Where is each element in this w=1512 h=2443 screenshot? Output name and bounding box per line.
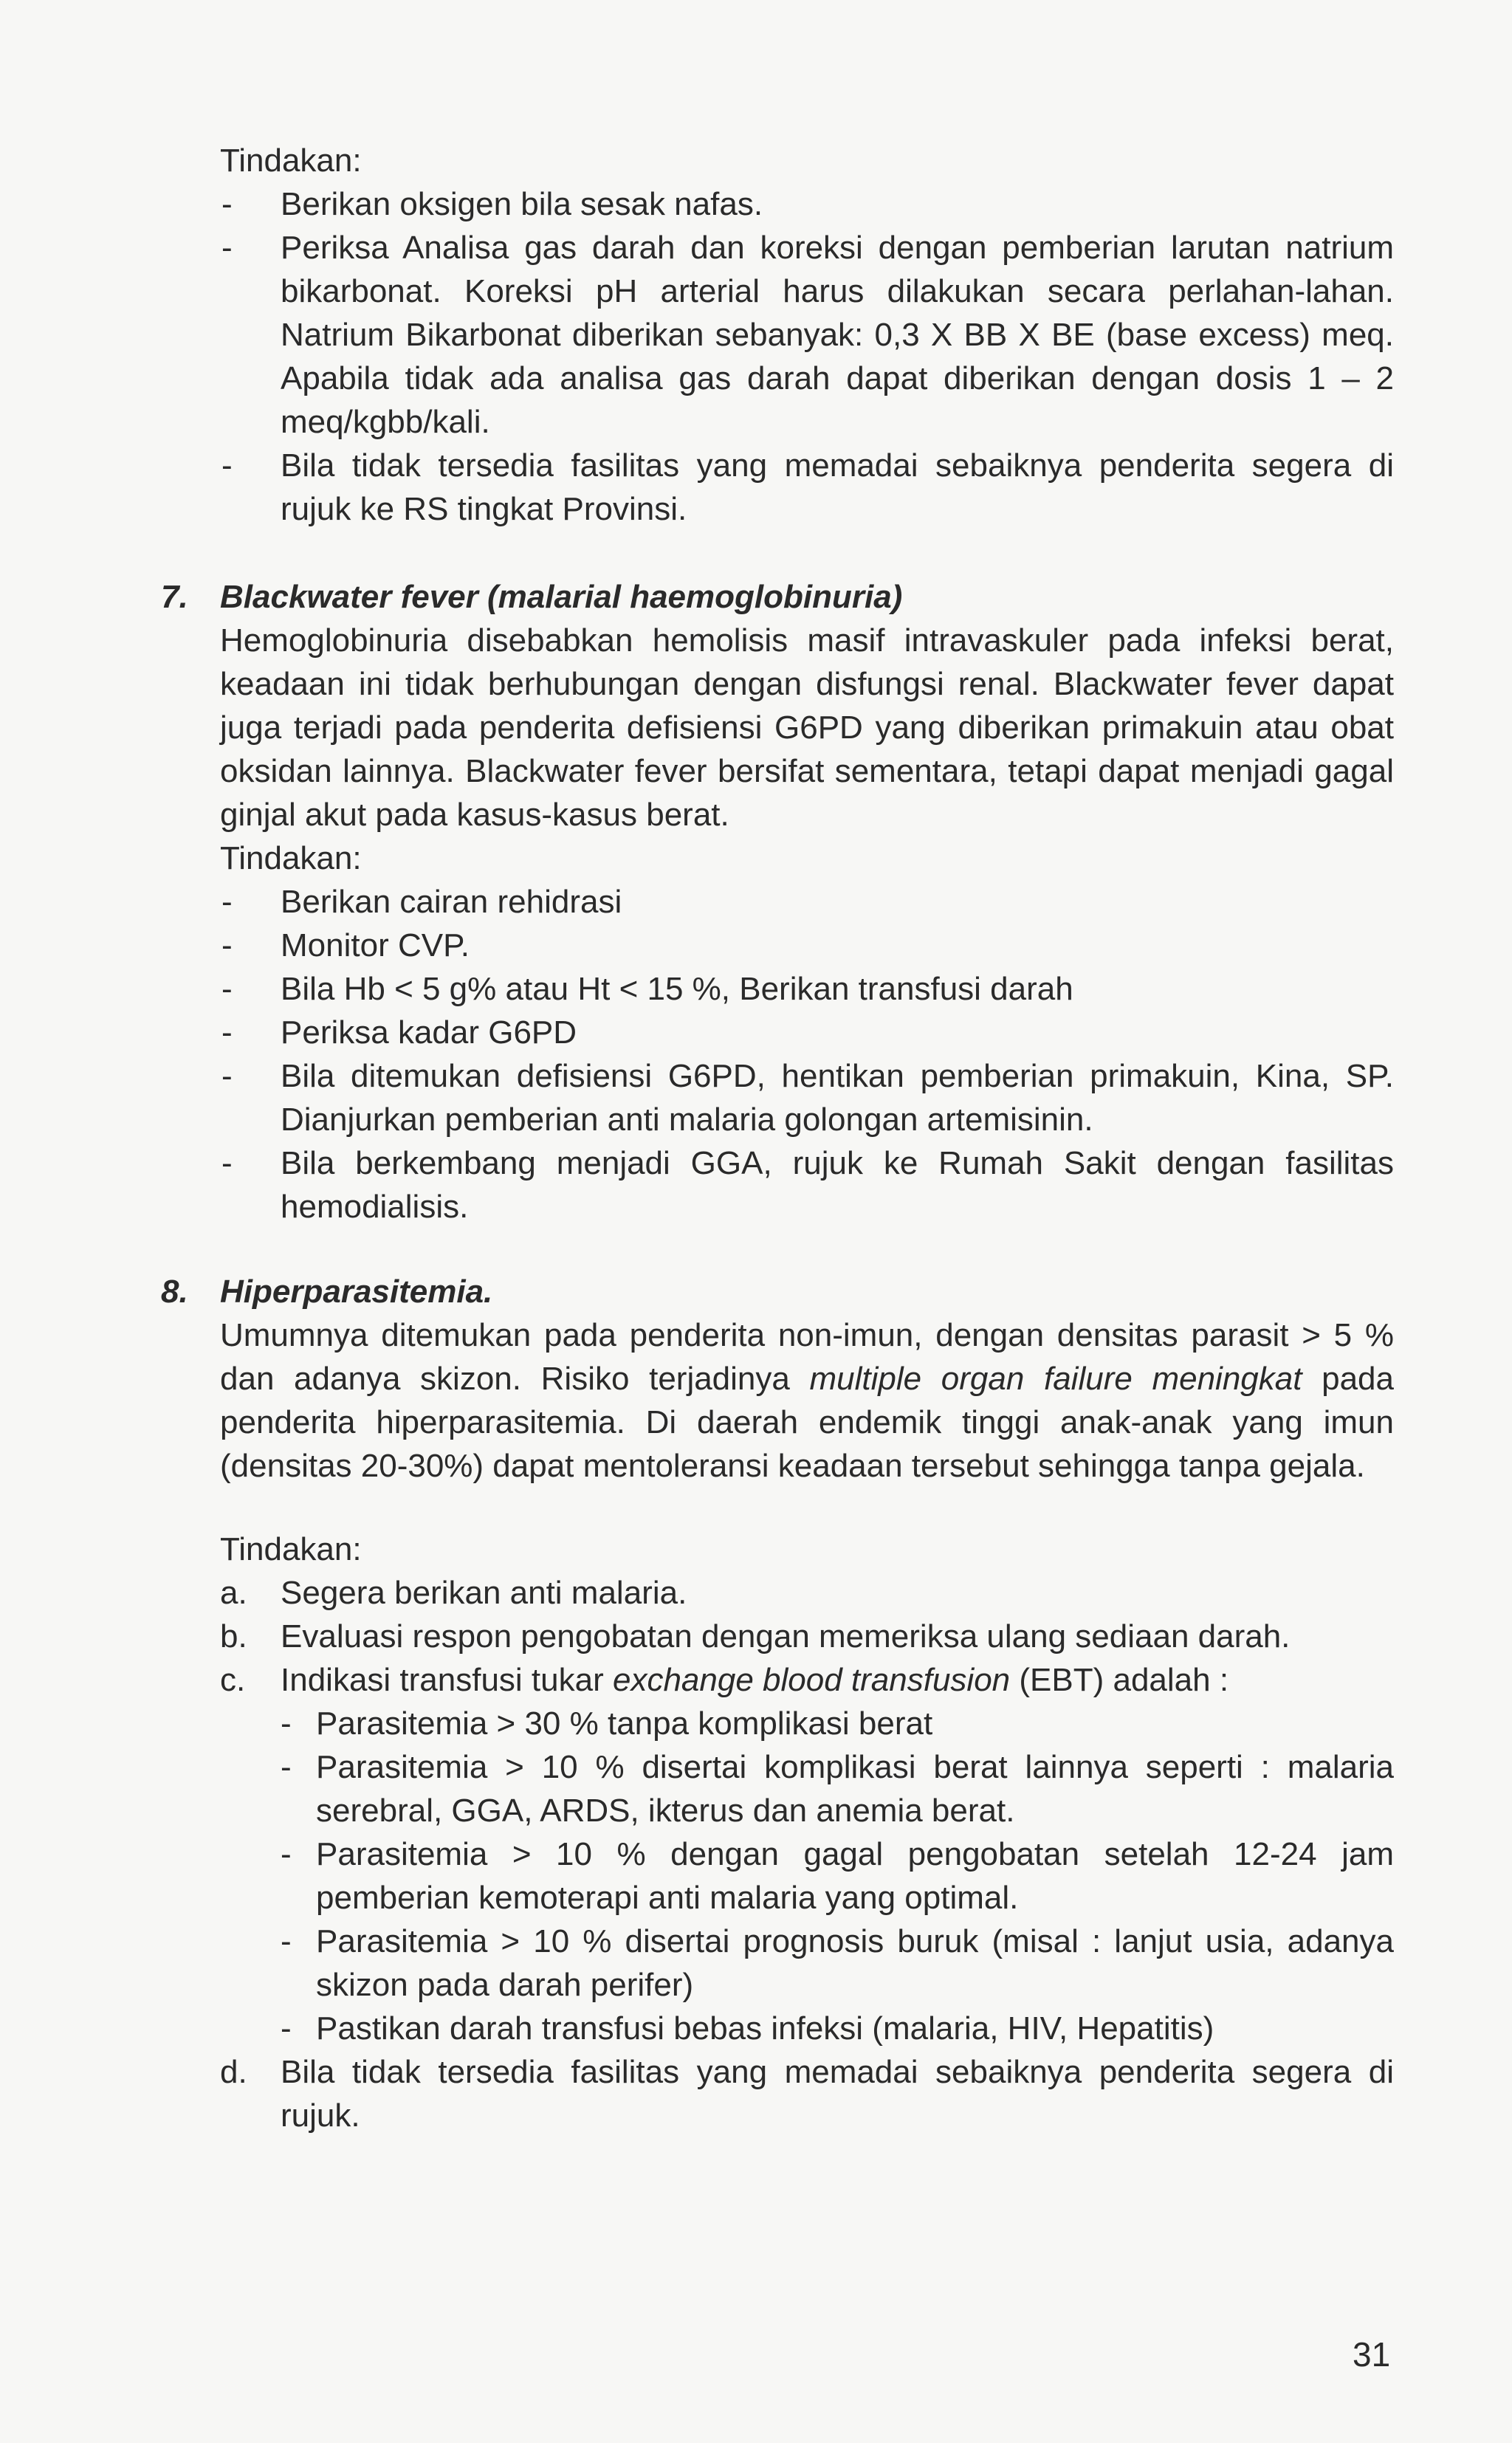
section-7-heading <box>161 575 1394 619</box>
sub-list-item: - Parasitemia > 10 % dengan gagal pengobatan setelah 12-24 jam pemberian kemoterapi anti malaria yang optimal. <box>281 1836 1394 1916</box>
section-8-heading <box>161 1270 1394 1313</box>
list-item: - Bila berkembang menjadi GGA, rujuk ke Rumah Sakit dengan fasilitas hemodialisis. <box>221 1145 1394 1225</box>
list-item-b: b. Evaluasi respon pengobatan dengan memeriksa ulang sediaan darah. <box>220 1618 1291 1655</box>
page-number: 31 <box>1353 2335 1391 2374</box>
section-7-number: 7. <box>161 579 188 615</box>
list-item: - Monitor CVP. <box>221 927 470 963</box>
sub-list-item: - Pastikan darah transfusi bebas infeksi (malaria, HIV, Hepatitis) <box>281 2010 1214 2047</box>
tindakan-label-1: Tindakan: <box>220 142 362 179</box>
section-8-number: 8. <box>161 1274 188 1310</box>
section-7-title: Blackwater fever (malarial haemoglobinuria) <box>220 579 903 615</box>
tindakan-label-2: Tindakan: <box>220 840 362 876</box>
sub-list-item: - Parasitemia > 10 % disertai prognosis buruk (misal : lanjut usia, adanya skizon pada darah perifer) <box>281 1923 1394 2003</box>
list-item-a: a. Segera berikan anti malaria. <box>220 1575 687 1611</box>
list-item: - Periksa kadar G6PD <box>221 1014 577 1051</box>
tindakan-label-3: Tindakan: <box>220 1531 362 1567</box>
list-item-c: c. Indikasi transfusi tukar exchange blood transfusion (EBT) adalah : - Parasitemia > 30 % tanpa komplikasi berat - Parasitemia > 10 % disertai komplikasi berat lainnya seperti : malaria serebral, GGA, ARDS, ikterus dan anemia berat. - Parasitemia > 10 % dengan gagal pengobatan setelah 12-24 jam pemberian kemoterapi anti malaria yang optimal. - Parasitemia > 10 % disertai prognosis buruk (misal : lanjut usia, adanya skizon pada darah perifer) - Pastikan darah transfusi bebas infeksi (malaria, HIV, Hepatitis) <box>220 1658 1394 2050</box>
list-item: - Periksa Analisa gas darah dan koreksi dengan pemberian larutan natrium bikarbonat. Koreksi pH arterial harus dilakukan secara perlahan-lahan. Natrium Bikarbonat diberikan sebanyak: 0,3 X BB X BE (base excess) meq. Apabila tidak ada analisa gas darah dapat diberikan dengan dosis 1 – 2 meq/kgbb/kali. <box>221 230 1394 440</box>
ebt-indication-list <box>281 1702 1394 2050</box>
list-item: - Berikan oksigen bila sesak nafas. <box>221 186 763 222</box>
section-7-paragraph: Hemoglobinuria disebabkan hemolisis masif intravaskuler pada infeksi berat, keadaan ini tidak berhubungan dengan disfungsi renal. Blackwater fever dapat juga terjadi pada penderita defisiensi G6PD yang diberikan primakuin atau obat oksidan lainnya. Blackwater fever bersifat sementara, tetapi dapat menjadi gagal ginjal akut pada kasus-kasus berat. <box>220 622 1394 833</box>
list-item: - Bila Hb < 5 g% atau Ht < 15 %, Berikan transfusi darah <box>221 971 1073 1007</box>
list-item: - Bila ditemukan defisiensi G6PD, hentikan pemberian primakuin, Kina, SP. Dianjurkan pemberian anti malaria golongan artemisinin. <box>221 1058 1394 1138</box>
tindakan-list-1 <box>220 182 1394 531</box>
sub-list-item: - Parasitemia > 10 % disertai komplikasi berat lainnya seperti : malaria serebral, GGA, ARDS, ikterus dan anemia berat. <box>281 1749 1394 1829</box>
list-item: - Bila tidak tersedia fasilitas yang memadai sebaiknya penderita segera di rujuk ke RS tingkat Provinsi. <box>221 447 1394 527</box>
sub-list-item: - Parasitemia > 30 % tanpa komplikasi berat <box>281 1705 933 1742</box>
list-item: - Berikan cairan rehidrasi <box>221 884 622 920</box>
section-8-paragraph: Umumnya ditemukan pada penderita non-imun, dengan densitas parasit > 5 % dan adanya skizon. Risiko terjadinya multiple organ failure meningkat pada penderita hiperparasitemia. Di daerah endemik tinggi anak-anak yang imun (densitas 20-30%) dapat mentoleransi keadaan tersebut sehingga tanpa gejala. <box>220 1317 1394 1484</box>
tindakan-list-3 <box>220 1571 1394 2137</box>
list-item-d: d. Bila tidak tersedia fasilitas yang memadai sebaiknya penderita segera di rujuk. <box>220 2054 1394 2134</box>
section-8-title: Hiperparasitemia. <box>220 1274 493 1310</box>
tindakan-list-2 <box>220 880 1394 1229</box>
